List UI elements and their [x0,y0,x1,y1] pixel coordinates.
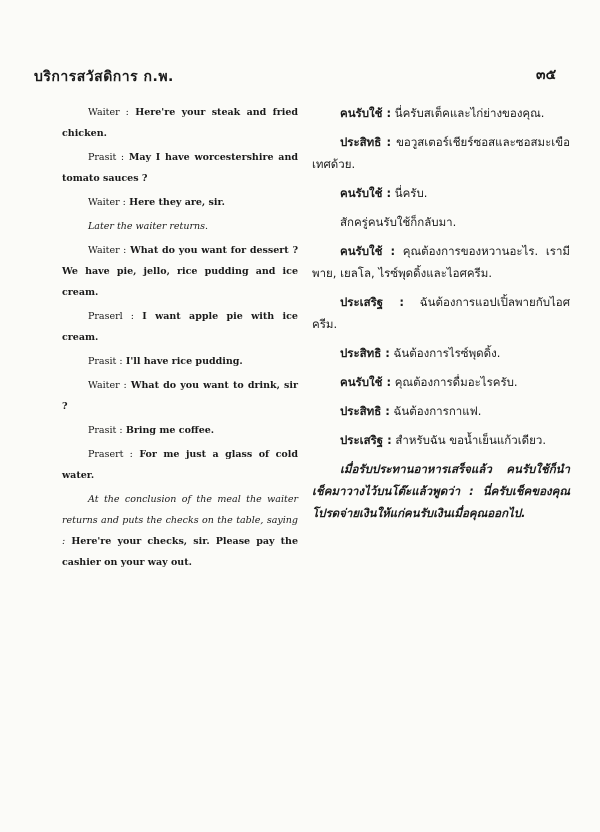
line-text-th: นี่ครับสเต็คและไก่ย่างของคุณ. [394,106,545,120]
dialogue-line-en [62,240,298,303]
line-text-th: ขอวูสเตอร์เชียร์ซอสและซอสมะเขือเทศด้วย. [312,135,570,171]
thai-column [312,102,570,531]
speaker-th: คนรับใช้ : [340,244,396,258]
dialogue-line-th [312,291,570,335]
speaker-th: ประเสริฐ : [340,295,404,309]
narration-en [62,216,298,237]
speaker-th: ประสิทธิ : [340,135,392,149]
speaker-th: คนรับใช้ : [340,375,392,389]
speaker-en: Praserl : [88,311,134,322]
speaker-th: ประสิทธิ : [340,404,390,418]
dialogue-line-en [62,306,298,348]
line-text-en: May I have worcestershire and tomato sauces ? [62,152,298,184]
line-text-en: I'll have rice pudding. [125,356,243,367]
dialogue-line-en [62,147,298,189]
speaker-th: ประเสริฐ : [340,433,392,447]
speaker-en: Prasit : [88,425,123,436]
line-text-en: What do you want to drink, sir ? [62,380,299,412]
speaker-en: Waiter : [88,197,126,208]
closing-paragraph-th [312,458,570,524]
line-text-th: นี่ครับ. [394,186,428,200]
line-text-th: สักครู่คนรับใช้ก็กลับมา. [340,215,457,229]
speaker-en: Prasert : [88,449,133,460]
dialogue-line-th [312,371,570,393]
line-text-th: ฉันต้องการกาแฟ. [393,404,482,418]
line-text-en: What do you want for dessert ? We have pie, jello, rice pudding and ice cream. [62,245,299,298]
dialogue-line-th [312,400,570,422]
speaker-en: Prasit : [88,356,123,367]
dialogue-line-en [62,444,298,486]
line-text-th: คุณต้องการของหวานอะไร. เรามีพาย, เยลโล, ไรซ์พุดดิ้งและไอศครีม. [312,244,570,280]
dialogue-line-th [312,131,570,175]
english-column [62,102,298,576]
speaker-en: Waiter : [88,380,127,391]
line-text-en: Here they are, sir. [129,197,225,208]
dialogue-line-th [312,102,570,124]
speaker-en: Waiter : [88,107,129,118]
running-header: บริการสวัสดิการ ก.พ. [34,69,174,85]
dialogue-line-th [312,182,570,204]
speaker-th: คนรับใช้ : [340,106,392,120]
narration-th [312,211,570,233]
dialogue-line-en [62,192,298,213]
line-text-en: Bring me coffee. [125,425,215,436]
line-text-en: I want apple pie with ice cream. [62,311,298,343]
speaker-th: ประสิทธิ : [340,346,390,360]
speaker-en: Prasit : [88,152,125,163]
dialogue-line-en [62,375,298,417]
line-text-th: สำหรับฉัน ขอน้ำเย็นแก้วเดียว. [395,433,546,447]
line-text-en: For me just a glass of cold water. [62,449,298,481]
line-text-en: Here're your steak and fried chicken. [62,107,299,139]
line-text-th: ฉันต้องการไรซ์พุดดิ้ง. [393,346,501,360]
dialogue-line-th [312,240,570,284]
dialogue-line-en [62,102,298,144]
dialogue-line-th [312,429,570,451]
dialogue-line-en [62,420,298,441]
narration-en: At the conclusion of the meal the waiter returns and puts the checks on the table, saying : [62,494,298,547]
dialogue-line-en [62,351,298,372]
speaker-en: Waiter : [88,245,127,256]
dialogue-line-th [312,342,570,364]
line-text-en: Later the waiter returns. [88,221,209,232]
closing-paragraph-en [62,489,298,573]
line-text-th: เมื่อรับประทานอาหารเสร็จแล้ว คนรับใช้ก็นำเช็คมาวางไว้บนโต๊ะแล้วพูดว่า : นี่ครับเช็คของคุณ โปรดจ่ายเงินให้แก่คนรับเงินเมื่อคุณออกไป. [312,462,570,520]
line-text-en: Here're your checks, sir. Please pay the cashier on your way out. [62,536,298,568]
speaker-th: คนรับใช้ : [340,186,392,200]
line-text-th: ฉันต้องการแอปเปิ้ลพายกับไอศครีม. [312,295,571,331]
line-text-th: คุณต้องการดื่มอะไรครับ. [394,375,518,389]
page-number: ๓๕ [536,67,557,83]
